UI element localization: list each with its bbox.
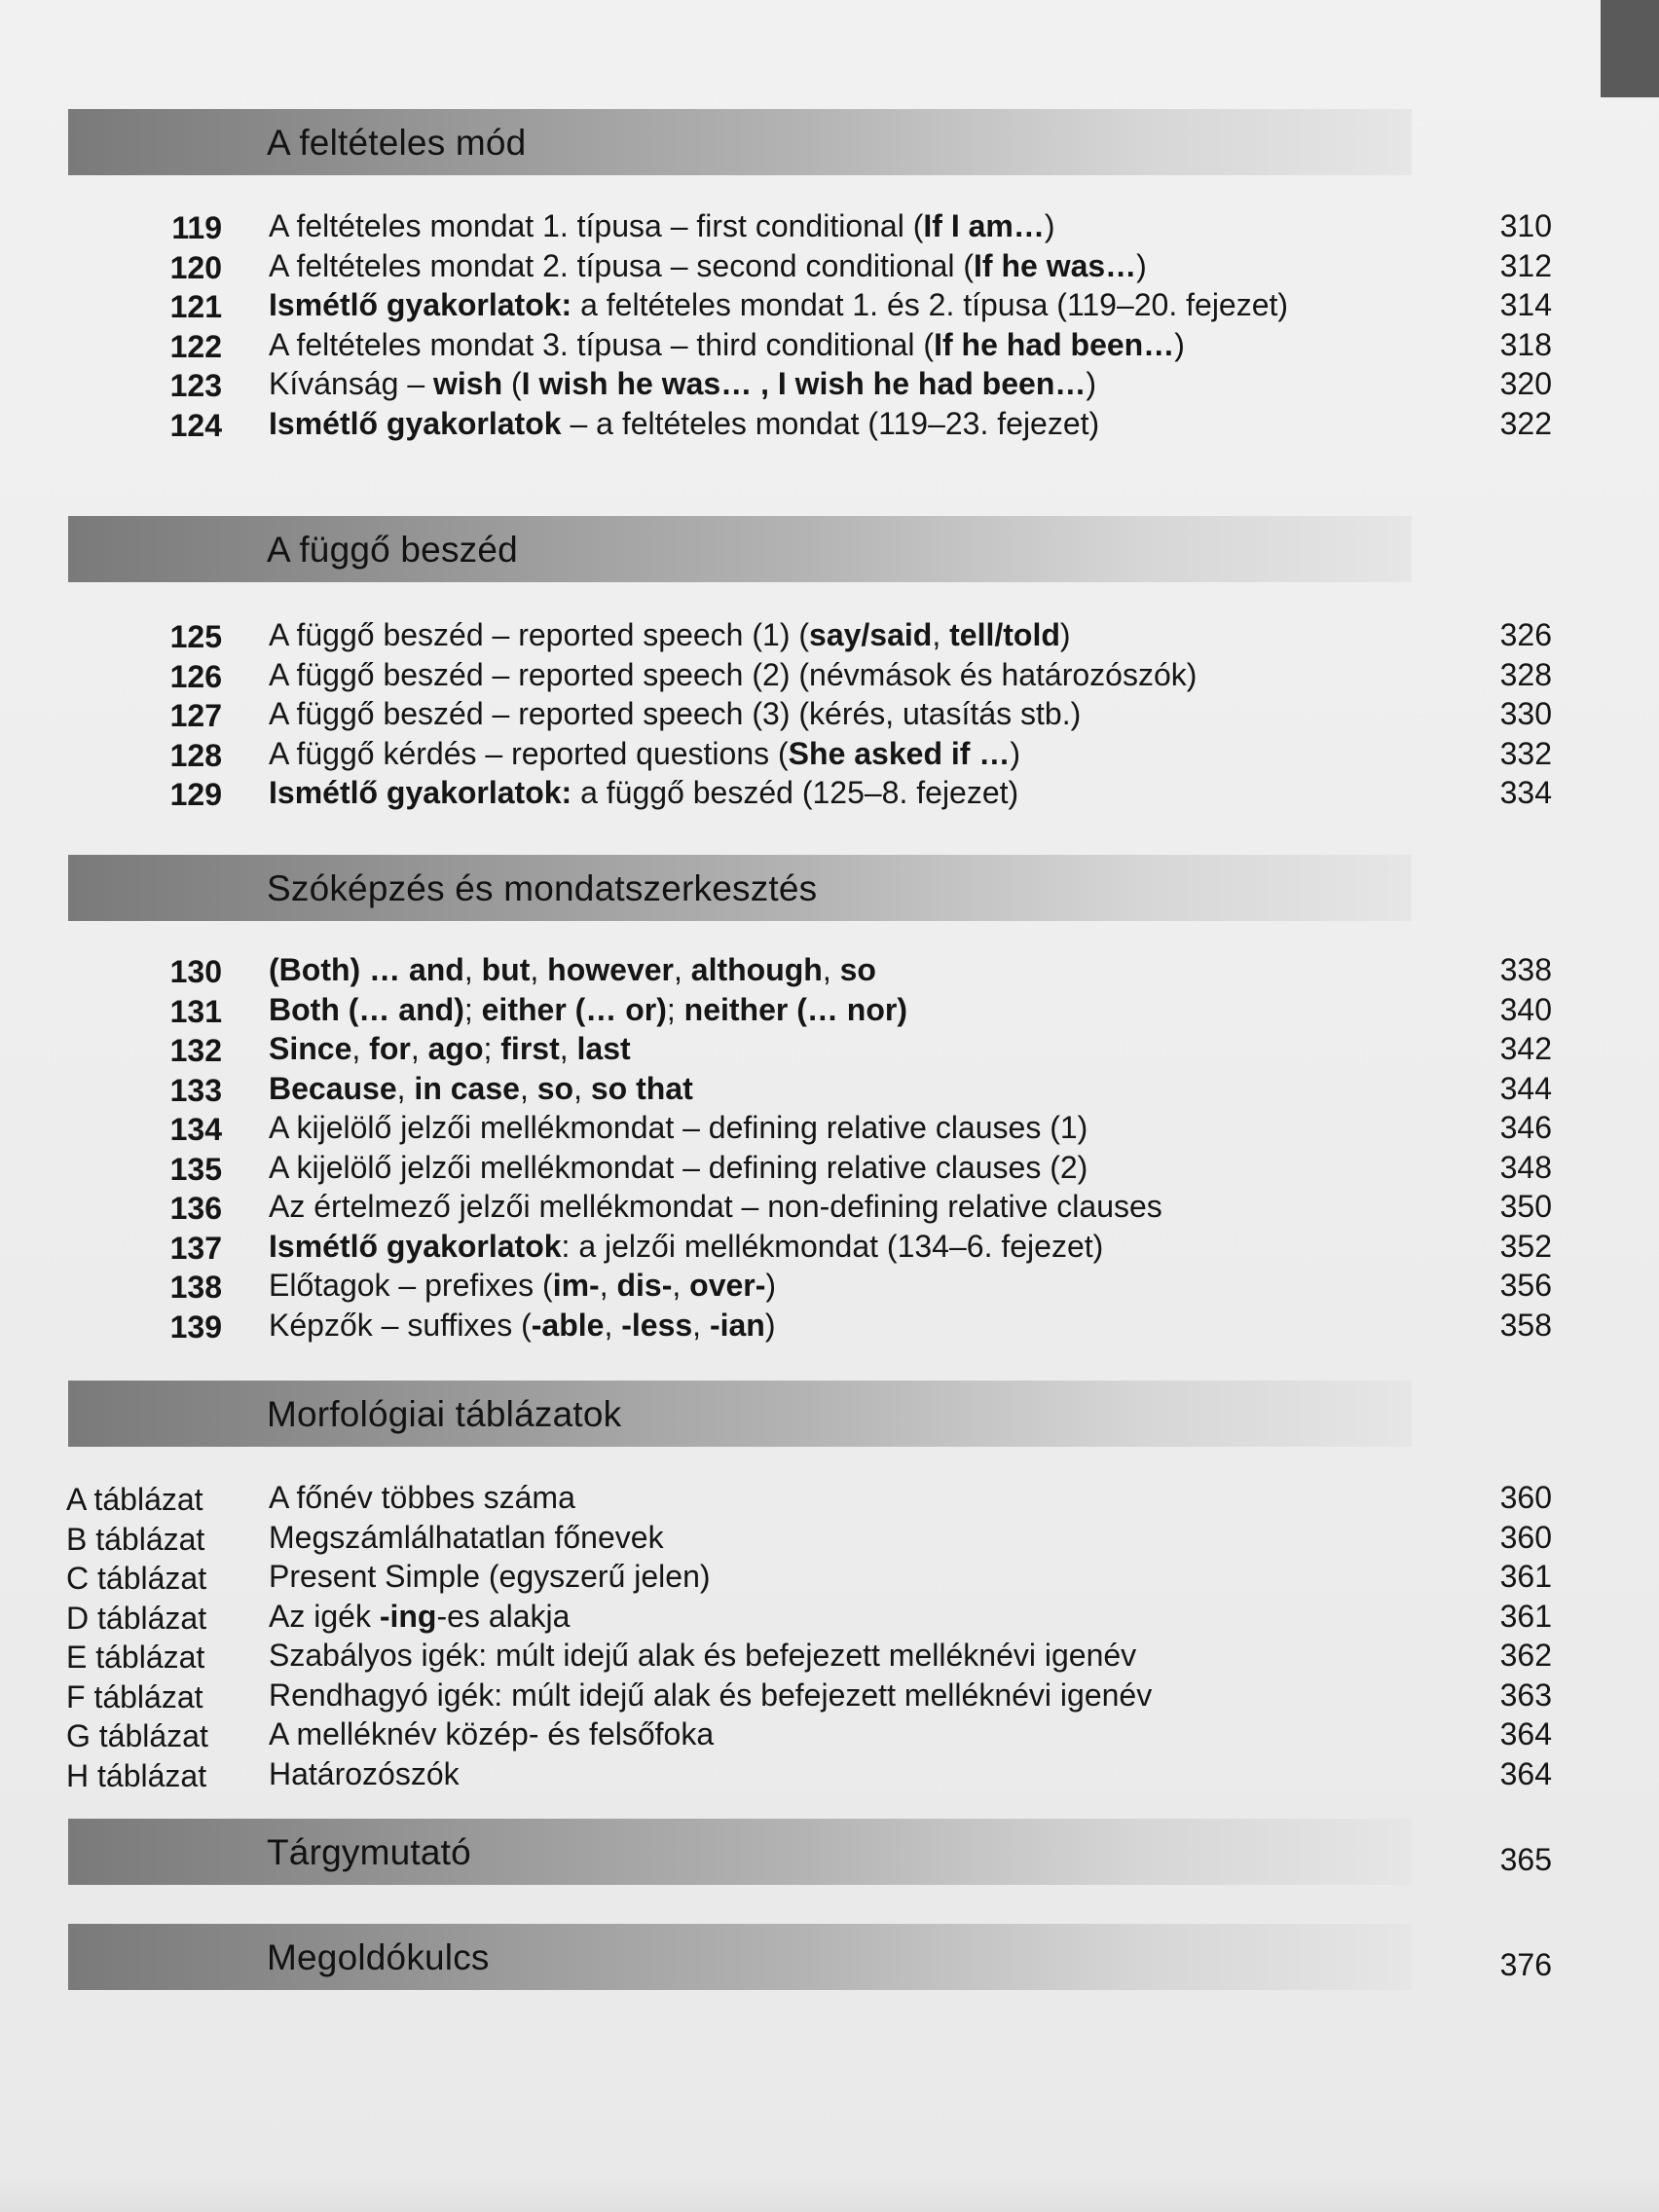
toc-entry[interactable]	[0, 948, 1659, 987]
chapter-number: 131	[169, 993, 222, 1029]
entry-title-part: Előtagok – prefixes (	[269, 1268, 553, 1303]
entry-title-part: ,	[932, 617, 950, 652]
toc-entry[interactable]	[0, 402, 1659, 441]
section-title: Megoldókulcs	[267, 1937, 490, 1977]
entry-title-part: A kijelölő jelzői mellékmondat – defining relative clauses (2)	[269, 1149, 1088, 1185]
chapter-number: 123	[169, 368, 222, 403]
entry-title-part: : a jelzői mellékmondat (134–6. fejezet)	[561, 1228, 1104, 1264]
entry-title-bold-part: so	[536, 1070, 574, 1106]
page-number: 360	[1499, 1480, 1552, 1515]
table-label: A táblázat	[66, 1482, 203, 1517]
entry-title	[269, 1071, 693, 1107]
entry-title-part: a függő beszéd (125–8. fejezet)	[571, 775, 1019, 810]
section-banner	[68, 516, 1412, 582]
entry-title-part: ,	[463, 952, 482, 987]
page-number: 344	[1499, 1070, 1552, 1106]
toc-entry[interactable]	[0, 283, 1659, 322]
page-number: 350	[1499, 1189, 1552, 1224]
chapter-number: 137	[169, 1230, 222, 1266]
entry-title	[269, 1599, 570, 1635]
entry-title-part: A függő beszéd – reported speech (3) (kérés, utasítás stb.)	[269, 696, 1082, 731]
toc-entry[interactable]	[0, 323, 1659, 362]
chapter-number: 119	[171, 210, 222, 245]
entry-title	[269, 1638, 1136, 1674]
entry-title-part: A feltételes mondat 2. típusa – second conditional (	[269, 247, 975, 283]
section-banner	[68, 1819, 1552, 1885]
entry-title-part: Megszámlálhatatlan főnevek	[269, 1519, 664, 1555]
page-number: 328	[1499, 656, 1552, 692]
entry-title	[269, 327, 1185, 363]
entry-title-bold-part: Ismétlő gyakorlatok:	[269, 775, 572, 810]
entry-title-bold-part: last	[576, 1031, 631, 1066]
section-banner	[68, 855, 1412, 921]
toc-entry[interactable]	[0, 732, 1659, 771]
page-number: 342	[1499, 1031, 1552, 1066]
section-banner	[68, 1381, 1412, 1447]
entry-title-bold-part: although	[690, 952, 823, 987]
entry-title-bold-part: say/said	[809, 617, 933, 652]
entry-title	[269, 1031, 631, 1067]
entry-title-bold-part: If he was…	[974, 247, 1137, 283]
section-title: A feltételes mód	[267, 123, 527, 163]
chapter-number: 132	[169, 1033, 222, 1068]
entry-title	[269, 992, 907, 1028]
entry-title-bold-part: neither (… nor)	[683, 991, 907, 1027]
entry-title-part: )	[1136, 247, 1147, 283]
entry-title	[269, 406, 1099, 442]
toc-entry[interactable]	[0, 653, 1659, 692]
entry-title	[269, 1520, 664, 1556]
toc-entry[interactable]	[0, 1476, 1659, 1515]
toc-entry[interactable]	[0, 1713, 1659, 1751]
page-number: 362	[1499, 1638, 1552, 1673]
entry-title-part: )	[764, 1307, 776, 1343]
entry-title-part: ;	[483, 1031, 501, 1066]
entry-title-part: ,	[599, 1268, 617, 1303]
entry-title-part: ,	[573, 1070, 591, 1106]
entry-title-bold-part: either (… or)	[481, 991, 667, 1027]
entry-title-part: Határozószók	[269, 1755, 460, 1791]
section-page-number: 376	[1499, 1947, 1552, 1982]
toc-entry[interactable]	[0, 204, 1659, 243]
entry-title-bold-part: however	[547, 952, 674, 987]
page-number: 364	[1499, 1716, 1552, 1751]
entry-title	[269, 952, 876, 988]
entry-title	[269, 1716, 714, 1752]
page-number: 363	[1499, 1677, 1552, 1713]
page-number: 334	[1499, 775, 1552, 810]
page-number: 360	[1499, 1519, 1552, 1555]
page-number: 312	[1499, 247, 1552, 283]
chapter-number: 127	[169, 698, 222, 733]
page-number: 364	[1499, 1755, 1552, 1791]
page-number: 361	[1499, 1559, 1552, 1594]
entry-title-bold-part: Both (… and)	[269, 991, 464, 1027]
chapter-number: 135	[169, 1151, 222, 1187]
toc-entry[interactable]	[0, 988, 1659, 1027]
entry-title-part: ,	[351, 1031, 370, 1066]
section-title: Tárgymutató	[267, 1832, 471, 1872]
entry-title-bold-part: im-	[552, 1268, 600, 1303]
toc-entry[interactable]	[0, 1185, 1659, 1224]
page-number: 332	[1499, 735, 1552, 771]
entry-title	[269, 1756, 460, 1792]
chapter-number: 134	[169, 1112, 222, 1147]
entry-title-part: ,	[822, 952, 840, 987]
chapter-number: 129	[169, 777, 222, 812]
chapter-number: 138	[169, 1270, 222, 1305]
entry-title-part: A melléknév közép- és felsőfoka	[269, 1716, 715, 1751]
entry-title-bold-part: -able	[531, 1307, 605, 1343]
toc-entry[interactable]	[0, 1634, 1659, 1673]
section-banner	[68, 109, 1412, 175]
entry-title	[269, 1229, 1103, 1265]
entry-title-part: A függő beszéd – reported speech (2) (névmások és határozószók)	[269, 656, 1198, 692]
entry-title-part: Az igék	[269, 1598, 380, 1634]
toc-entry[interactable]	[0, 244, 1659, 283]
toc-entry[interactable]	[0, 613, 1659, 652]
entry-title-part: A feltételes mondat 1. típusa – first conditional (	[269, 208, 924, 243]
entry-title-bold-part: tell/told	[949, 617, 1060, 652]
entry-title	[269, 1677, 1152, 1714]
page-edge-tab	[1601, 0, 1659, 97]
toc-entry[interactable]	[0, 1304, 1659, 1343]
toc-entry[interactable]	[0, 362, 1659, 401]
entry-title-part: – a feltételes mondat (119–23. fejezet)	[561, 405, 1100, 441]
entry-title-bold-part: I wish he was… , I wish he had been…	[521, 366, 1087, 401]
entry-title-bold-part: first	[500, 1031, 560, 1066]
section-title: Szóképzés és mondatszerkesztés	[267, 868, 818, 908]
section-title: Morfológiai táblázatok	[267, 1394, 622, 1434]
page-number: 358	[1499, 1307, 1552, 1343]
entry-title	[269, 208, 1055, 244]
entry-title-bold-part: Since	[269, 1031, 352, 1066]
entry-title-bold-part: over-	[689, 1268, 766, 1303]
entry-title-bold-part: so that	[590, 1070, 693, 1106]
entry-title	[269, 736, 1020, 772]
entry-title-part: A kijelölő jelzői mellékmondat – defining relative clauses (1)	[269, 1110, 1088, 1145]
table-label: C táblázat	[66, 1561, 207, 1596]
entry-title-part: ,	[396, 1070, 415, 1106]
entry-title-bold-part: Because	[269, 1070, 397, 1106]
entry-title-bold-part: Ismétlő gyakorlatok:	[269, 287, 572, 322]
page-number: 320	[1499, 366, 1552, 401]
entry-title-part: Az értelmező jelzői mellékmondat – non-defining relative clauses	[269, 1189, 1162, 1224]
page-number: 314	[1499, 287, 1552, 322]
entry-title-part: A feltételes mondat 3. típusa – third conditional (	[269, 326, 935, 362]
page-number: 318	[1499, 326, 1552, 362]
entry-title-bold-part: dis-	[616, 1268, 673, 1303]
entry-title-part: A főnév többes száma	[269, 1480, 575, 1515]
entry-title-part: ,	[519, 1070, 537, 1106]
chapter-number: 125	[169, 619, 222, 654]
entry-title-bold-part: (Both) … and	[269, 952, 464, 987]
entry-title-part: A függő beszéd – reported speech (1) (	[269, 617, 810, 652]
entry-title-bold-part: If he had been…	[934, 326, 1175, 362]
toc-entry[interactable]	[0, 1752, 1659, 1791]
toc-entry[interactable]	[0, 1146, 1659, 1185]
entry-title-bold-part: -less	[621, 1307, 693, 1343]
toc-entry[interactable]	[0, 1595, 1659, 1634]
entry-title-bold-part: -ian	[709, 1307, 765, 1343]
entry-title	[269, 287, 1288, 323]
entry-title	[269, 1559, 711, 1595]
toc-entry[interactable]	[0, 1555, 1659, 1594]
page-number: 346	[1499, 1110, 1552, 1145]
entry-title	[269, 1110, 1088, 1146]
page-number: 352	[1499, 1228, 1552, 1264]
entry-title-part: Szabályos igék: múlt idejű alak és befejezett melléknévi igenév	[269, 1638, 1137, 1673]
entry-title-part: ,	[692, 1307, 710, 1343]
entry-title-bold-part: Ismétlő gyakorlatok	[269, 405, 562, 441]
table-label: D táblázat	[66, 1600, 207, 1636]
entry-title-part: -es alakja	[436, 1598, 571, 1634]
section-page-number: 365	[1499, 1842, 1552, 1877]
chapter-number: 133	[169, 1072, 222, 1108]
entry-title-part: )	[1086, 366, 1097, 401]
entry-title	[269, 657, 1197, 693]
table-label: G táblázat	[66, 1718, 208, 1753]
table-label: H táblázat	[66, 1757, 207, 1793]
entry-title-part: ;	[666, 991, 684, 1027]
section-banner	[68, 1924, 1552, 1990]
entry-title	[269, 1308, 776, 1344]
entry-title-part: Rendhagyó igék: múlt idejű alak és befejezett melléknévi igenév	[269, 1677, 1153, 1713]
entry-title	[269, 1150, 1088, 1186]
page-number: 348	[1499, 1149, 1552, 1185]
chapter-number: 130	[169, 954, 222, 989]
chapter-number: 120	[169, 249, 222, 285]
toc-entry[interactable]	[0, 1516, 1659, 1555]
toc-entry[interactable]	[0, 1264, 1659, 1303]
toc-entry[interactable]	[0, 1674, 1659, 1713]
entry-title-bold-part: so	[839, 952, 876, 987]
toc-entry[interactable]	[0, 771, 1659, 810]
entry-title-bold-part: for	[369, 1031, 411, 1066]
toc-entry[interactable]	[0, 1027, 1659, 1066]
entry-title	[269, 1480, 575, 1516]
section-title: A függő beszéd	[267, 530, 518, 570]
chapter-number: 124	[169, 407, 222, 443]
page-number: 340	[1499, 991, 1552, 1027]
entry-title-part: )	[1010, 735, 1020, 771]
page-number: 326	[1499, 617, 1552, 652]
table-label: B táblázat	[66, 1521, 205, 1557]
entry-title-part: ,	[604, 1307, 622, 1343]
page-number: 310	[1499, 208, 1552, 243]
chapter-number: 128	[169, 737, 222, 773]
entry-title-bold-part: Ismétlő gyakorlatok	[269, 1228, 562, 1264]
entry-title	[269, 1189, 1162, 1225]
toc-entry[interactable]	[0, 1225, 1659, 1264]
entry-title-part: Present Simple (egyszerű jelen)	[269, 1559, 711, 1594]
toc-entry[interactable]	[0, 1067, 1659, 1106]
entry-title	[269, 617, 1071, 653]
toc-entry[interactable]	[0, 692, 1659, 731]
entry-title-bold-part: If I am…	[923, 208, 1045, 243]
chapter-number: 121	[169, 289, 222, 324]
page-number: 356	[1499, 1268, 1552, 1303]
page-number: 330	[1499, 696, 1552, 731]
entry-title-part: (	[502, 366, 522, 401]
entry-title-bold-part: She asked if …	[788, 735, 1011, 771]
entry-title-part: ,	[530, 952, 548, 987]
entry-title	[269, 696, 1081, 732]
chapter-number: 139	[169, 1309, 222, 1345]
entry-title-bold-part: but	[481, 952, 531, 987]
entry-title-part: ;	[463, 991, 482, 1027]
page-number: 361	[1499, 1598, 1552, 1634]
page-number: 322	[1499, 405, 1552, 441]
entry-title	[269, 1268, 776, 1304]
entry-title-part: A függő kérdés – reported questions (	[269, 735, 789, 771]
toc-entry[interactable]	[0, 1106, 1659, 1145]
table-label: F táblázat	[66, 1678, 203, 1714]
chapter-number: 126	[169, 658, 222, 694]
entry-title-part: ,	[672, 1268, 690, 1303]
entry-title-part: ,	[410, 1031, 428, 1066]
entry-title-part: ,	[559, 1031, 577, 1066]
entry-title-part: a feltételes mondat 1. és 2. típusa (119–20. fejezet)	[571, 287, 1289, 322]
entry-title-bold-part: ago	[427, 1031, 484, 1066]
entry-title-part: Kívánság –	[269, 366, 433, 401]
entry-title-part: Képzők – suffixes (	[269, 1307, 532, 1343]
table-label: E táblázat	[66, 1640, 205, 1675]
entry-title-part: )	[1174, 326, 1185, 362]
entry-title	[269, 366, 1096, 402]
entry-title-part: )	[765, 1268, 777, 1303]
page-footer-shadow	[0, 2173, 1659, 2212]
entry-title-part: )	[1059, 617, 1071, 652]
entry-title-bold-part: wish	[433, 366, 503, 401]
entry-title-part: )	[1044, 208, 1055, 243]
chapter-number: 136	[169, 1191, 222, 1226]
page-number: 338	[1499, 952, 1552, 987]
entry-title	[269, 248, 1147, 284]
chapter-number: 122	[169, 328, 222, 364]
entry-title-part: ,	[673, 952, 691, 987]
entry-title	[269, 775, 1018, 811]
entry-title-bold-part: -ing	[379, 1598, 437, 1634]
entry-title-bold-part: in case	[414, 1070, 520, 1106]
